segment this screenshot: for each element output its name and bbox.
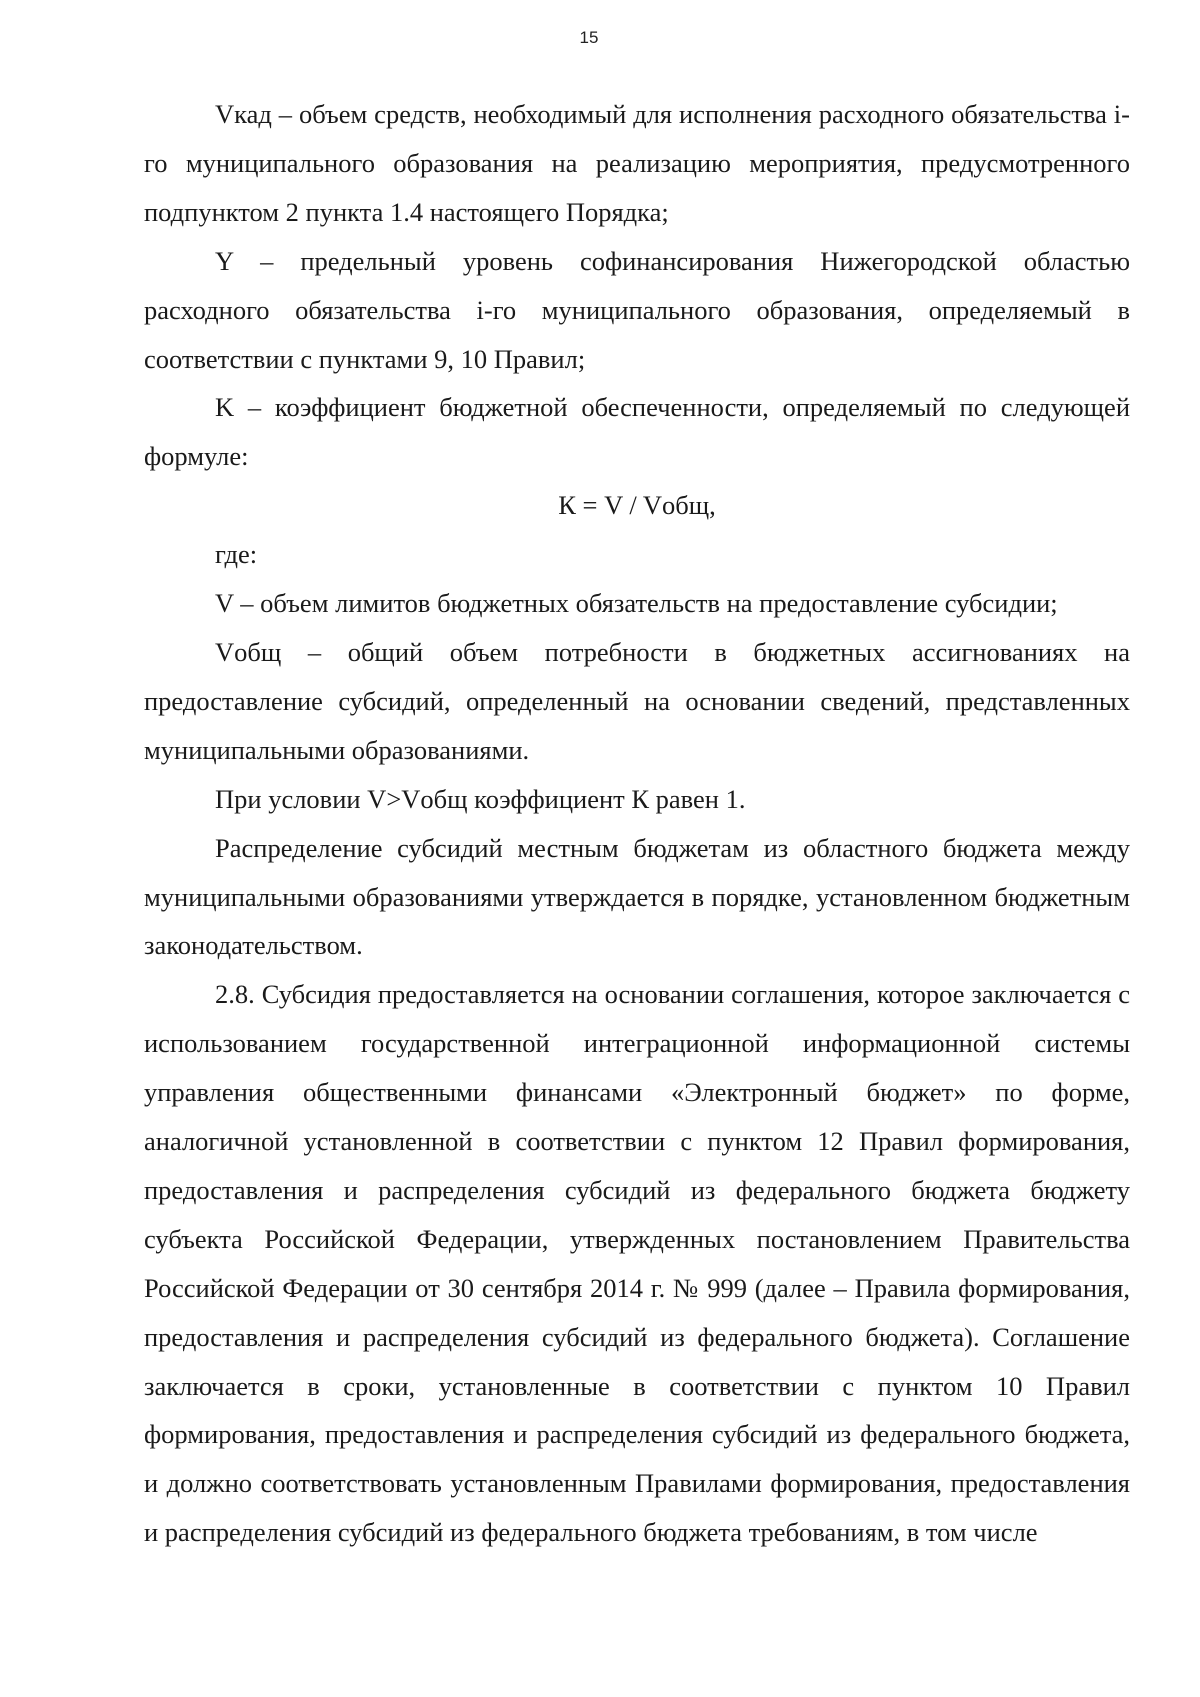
formula: К = V / Vобщ, [558,490,716,521]
paragraph-k-definition: K – коэффициент бюджетной обеспеченности, определяемый по следующей формуле: [144,392,1130,472]
paragraph-where: где: [215,539,258,570]
paragraph-condition: При условии V>Vобщ коэффициент К равен 1. [215,783,746,814]
document-body [144,90,1130,1557]
paragraph-section-2-8: 2.8. Субсидия предоставляется на основании соглашения, которое заключается с использованием государственной интеграционной информационной системы управления общественными финансами «Электронный бюджет» по форме, аналогичной установленной в соответствии с пунктом 12 Правил формирования, предоставления и распределения субсидий из федерального бюджета бюджету субъекта Российской Федерации, утвержденных постановлением Правительства Российской Федерации от 30 сентября 2014 г. № 999 (далее – Правила формирования, предоставления и распределения субсидий из федерального бюджета). Соглашение заключается в сроки, установленные в соответствии с пунктом 10 Правил формирования, предоставления и распределения субсидий из федерального бюджета, и должно соответствовать установленным Правилами формирования, предоставления и распределения субсидий из федерального бюджета требованиям, в том числе [144,979,1130,1548]
paragraph-vobsh-definition: Vобщ – общий объем потребности в бюджетных ассигнованиях на предоставление субсидий, определенный на основании сведений, представленных муниципальными образованиями. [144,636,1130,765]
page-number: 15 [579,28,599,47]
paragraph-v-definition: V – объем лимитов бюджетных обязательств на предоставление субсидии; [215,588,1058,619]
paragraph-distribution: Распределение субсидий местным бюджетам из областного бюджета между муниципальными образованиями утверждается в порядке, установленном бюджетным законодательством. [144,832,1130,961]
paragraph-y-definition: Y – предельный уровень софинансирования Нижегородской областью расходного обязательства i-го муниципального образования, определяемый в соответствии с пунктами 9, 10 Правил; [144,245,1130,374]
paragraph-vkad-definition: Vкад – объем средств, необходимый для исполнения расходного обязательства i-го муниципального образования на реализацию мероприятия, предусмотренного подпунктом 2 пункта 1.4 настоящего Порядка; [144,99,1130,227]
